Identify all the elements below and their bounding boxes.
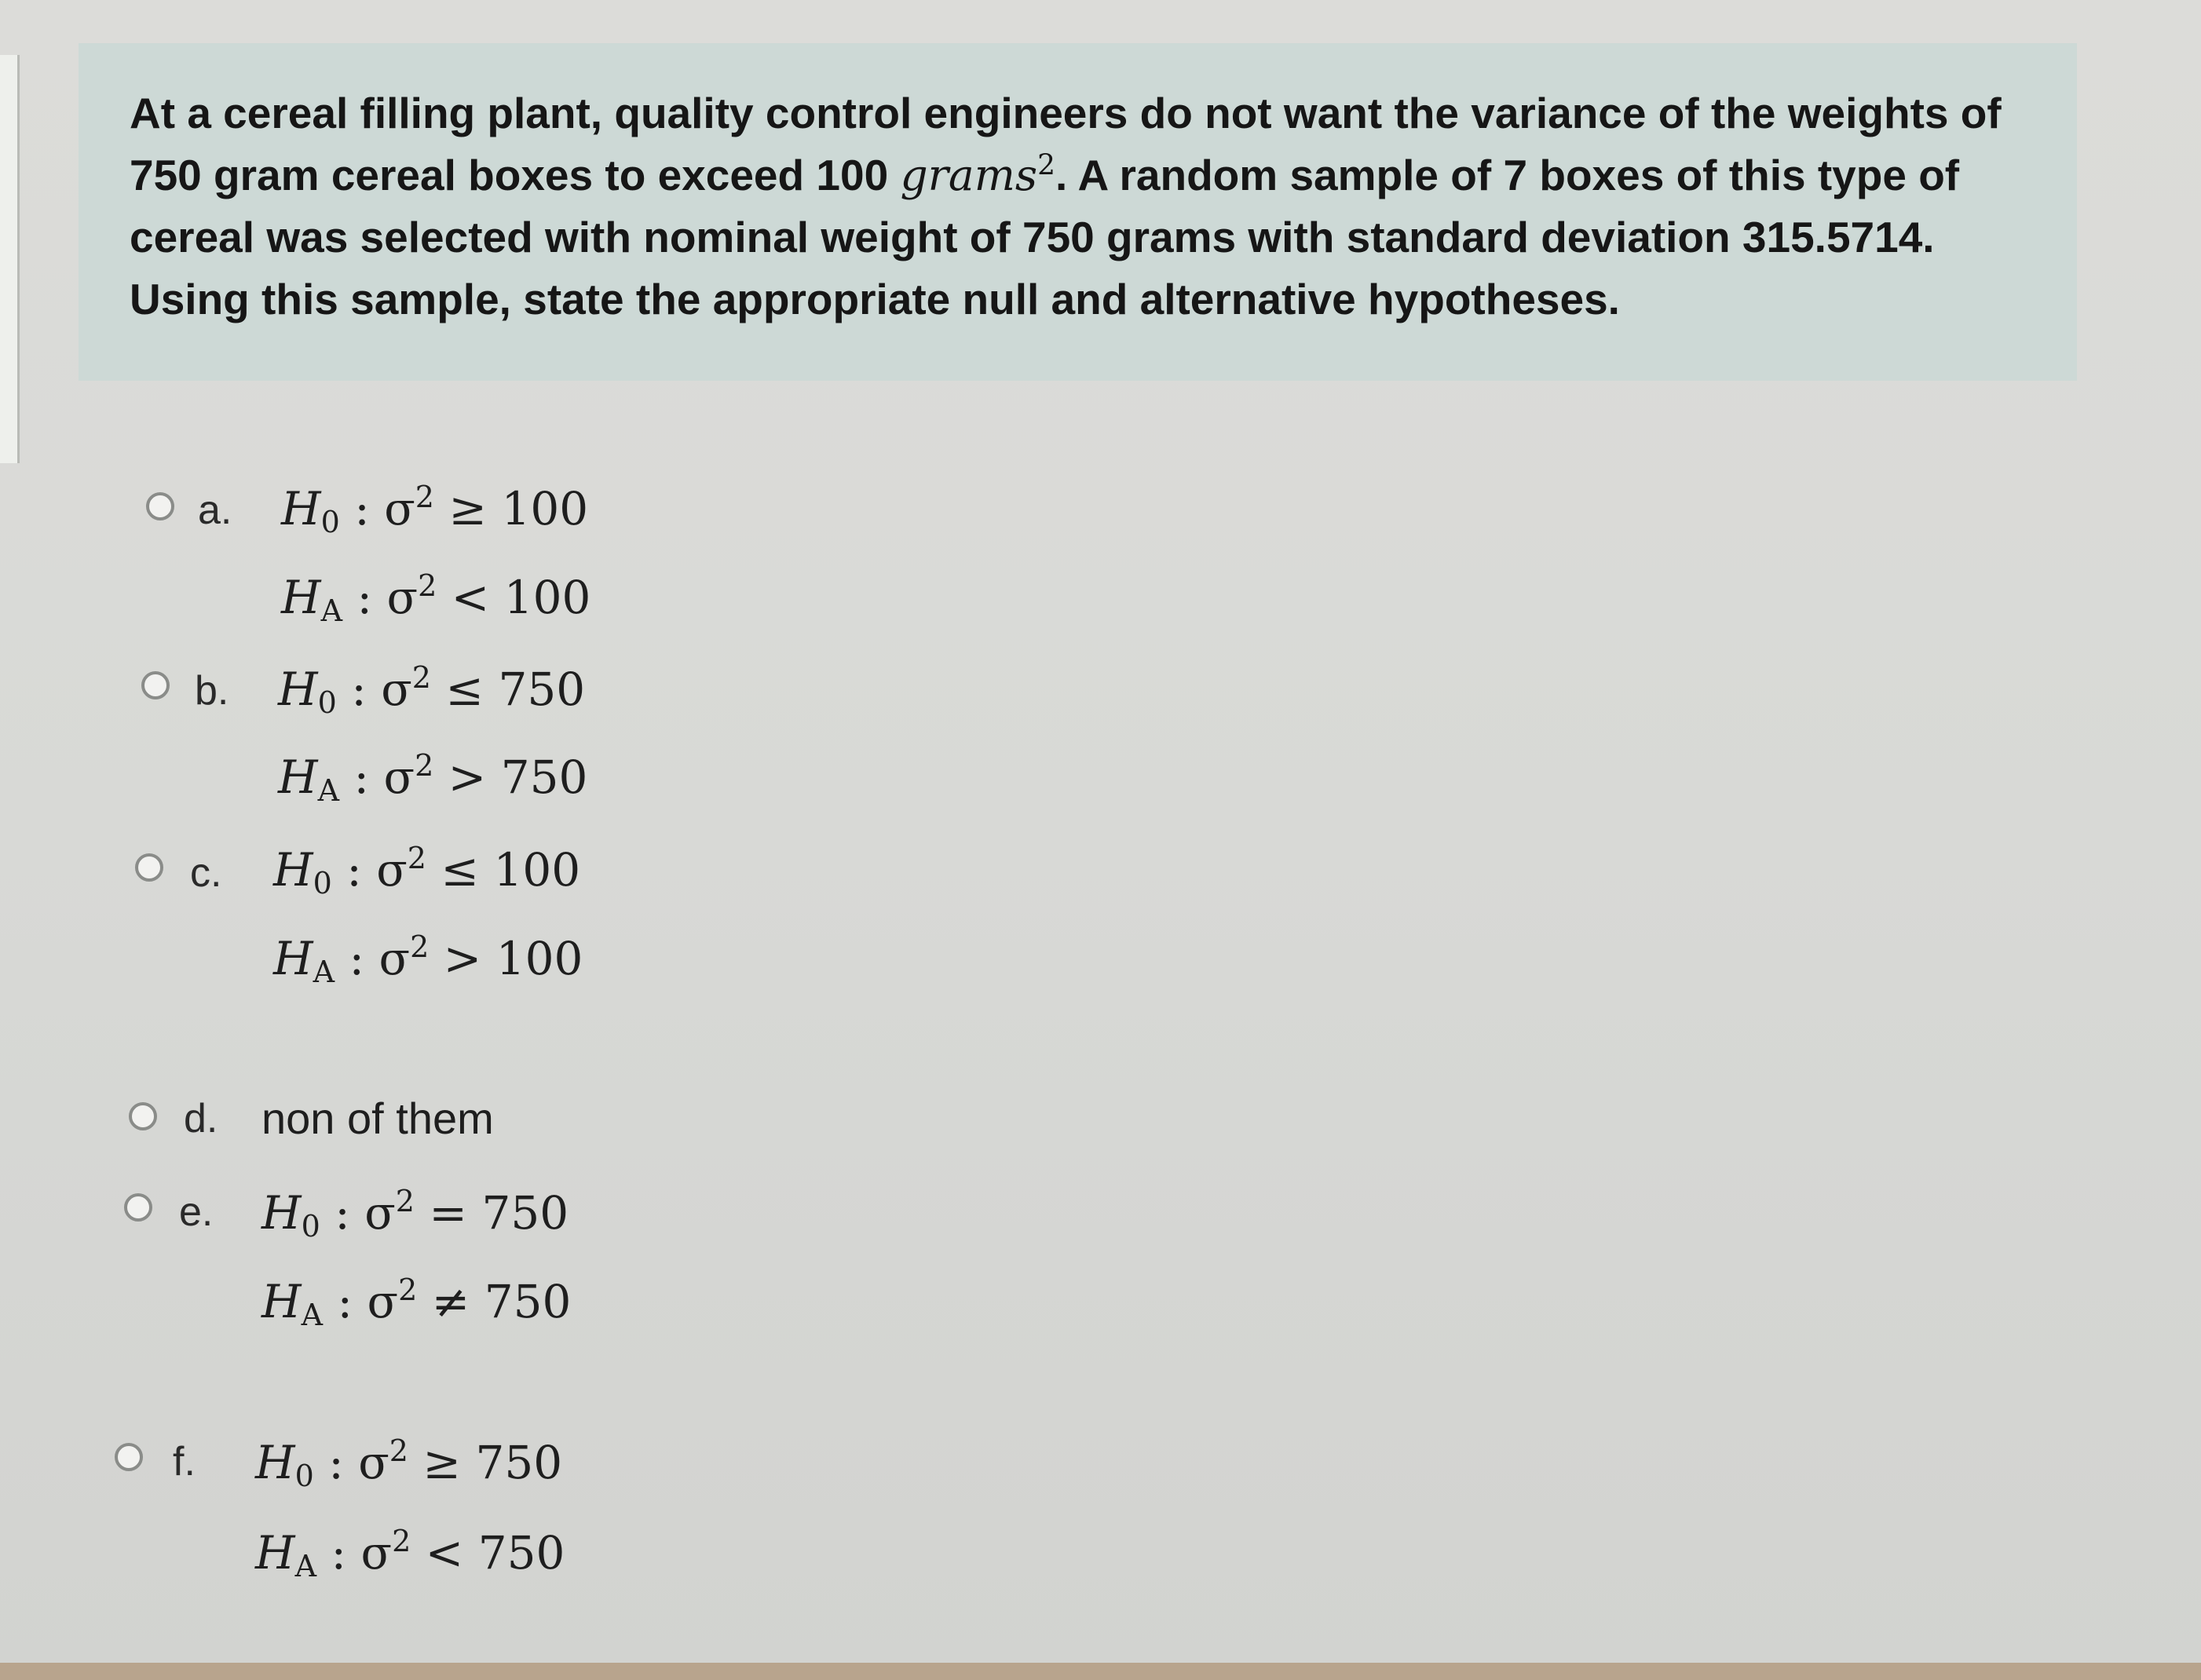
option-c-letter: c. [190, 850, 222, 896]
option-a-alt-hypothesis: $H_A$ : $\sigma^2 < 100$ [281, 568, 591, 628]
option-b-alt-hypothesis: $H_A$ : $\sigma^2 > 750$ [278, 748, 588, 808]
question-text-part1: At a cereal filling plant, quality control engineers do not want the variance of the weights of 750 gram cereal boxes to exceed 100 [130, 89, 2002, 199]
option-c-alt-hypothesis: $H_A$ : $\sigma^2 > 100$ [273, 929, 583, 989]
option-a-letter: a. [198, 488, 232, 533]
radio-option-a[interactable] [146, 492, 174, 520]
option-f-alt-hypothesis: $H_A$ : $\sigma^2 < 750$ [255, 1524, 565, 1583]
option-a-null-hypothesis: $H_0$ : $\sigma^2 \ge 100$ [281, 480, 589, 539]
option-f-null-hypothesis: $H_0$ : $\sigma^2 \ge 750$ [255, 1433, 563, 1493]
option-e-letter: e. [179, 1189, 214, 1235]
option-e-alt-hypothesis: $H_A$ : $\sigma^2 \ne 750$ [261, 1273, 572, 1332]
option-f-letter: f. [173, 1439, 196, 1485]
option-d-text: non of them [261, 1094, 494, 1143]
option-c-null-hypothesis: $H_0$ : $\sigma^2 \le 100$ [273, 841, 581, 900]
radio-option-d[interactable] [129, 1102, 157, 1130]
bottom-edge [0, 1663, 2201, 1680]
question-text [130, 82, 2046, 331]
radio-option-f[interactable] [115, 1443, 143, 1471]
option-e-null-hypothesis: $H_0$ : $\sigma^2 = 750$ [261, 1184, 569, 1244]
question-unit-exponent: 2 [1037, 149, 1056, 182]
question-text-part2: . A random sample of 7 boxes of this type of cereal was selected with nominal weight of 750 grams with standard deviation 315.5714. Using this sample, state the appropriate null and alternative hypotheses. [130, 151, 1960, 323]
option-d-letter: d. [184, 1096, 218, 1141]
radio-option-c[interactable] [135, 853, 163, 882]
radio-option-b[interactable] [141, 671, 170, 699]
option-b-null-hypothesis: $H_0$ : $\sigma^2 \le 750$ [278, 660, 586, 720]
option-b-letter: b. [195, 668, 229, 714]
question-unit: grams [900, 150, 1038, 200]
window-edge [0, 55, 20, 463]
radio-option-e[interactable] [124, 1193, 152, 1222]
